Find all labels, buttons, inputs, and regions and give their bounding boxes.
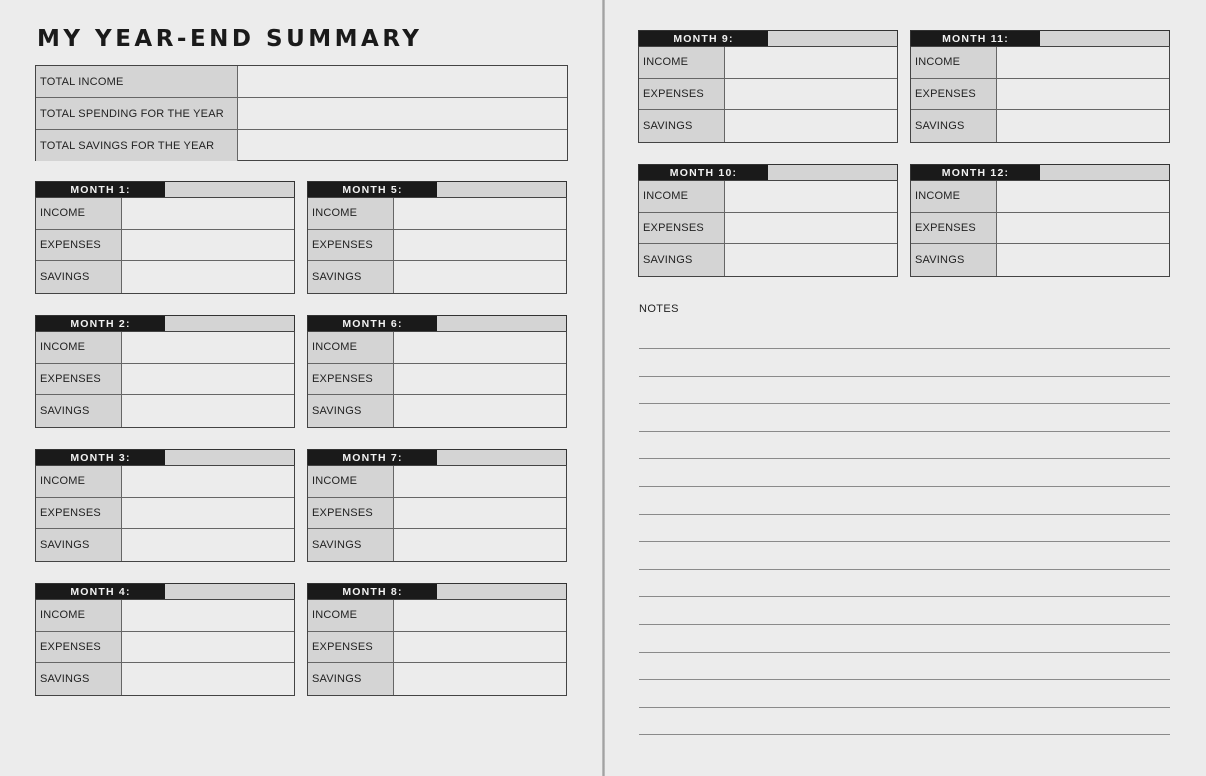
month-box-12 [910,164,1170,277]
month-row-label: SAVINGS [36,663,122,695]
totals-label: TOTAL SAVINGS FOR THE YEAR [36,130,238,161]
month-row [36,529,294,561]
month-row-field[interactable] [122,466,294,497]
month-header [638,164,898,180]
month-row-field[interactable] [394,198,566,229]
month-title: MONTH 7: [308,450,437,465]
month-row-field[interactable] [725,79,897,110]
month-row [308,529,566,561]
month-body [638,46,898,143]
month-title: MONTH 6: [308,316,437,331]
month-body [638,180,898,277]
month-row [308,198,566,230]
month-row [911,213,1169,245]
month-row-field[interactable] [122,529,294,561]
month-row-field[interactable] [394,230,566,261]
month-row-field[interactable] [122,395,294,427]
totals-label: TOTAL SPENDING FOR THE YEAR [36,98,238,129]
month-row [639,213,897,245]
total-savings-field[interactable] [238,130,567,161]
month-title: MONTH 8: [308,584,437,599]
notes-line[interactable] [639,596,1170,597]
month-header [638,30,898,46]
month-row-field[interactable] [725,47,897,78]
month-row [36,395,294,427]
month-row-field[interactable] [122,332,294,363]
month-row-label: EXPENSES [36,230,122,261]
month-row [911,79,1169,111]
notes-line[interactable] [639,679,1170,680]
month-row-label: INCOME [911,47,997,78]
month-row-label: EXPENSES [911,79,997,110]
month-row-field[interactable] [997,213,1169,244]
month-row [308,332,566,364]
month-name-field[interactable] [165,182,294,197]
month-box-4 [35,583,295,696]
month-box-6 [307,315,567,428]
month-row [308,600,566,632]
month-row-label: INCOME [308,198,394,229]
month-row [911,110,1169,142]
month-row-label: INCOME [308,332,394,363]
month-row [308,230,566,262]
month-row-label: SAVINGS [308,529,394,561]
month-title: MONTH 11: [911,31,1040,46]
month-row [911,181,1169,213]
month-row [308,364,566,396]
month-row-field[interactable] [394,663,566,695]
month-row-field[interactable] [997,181,1169,212]
month-box-11 [910,30,1170,143]
month-row [911,244,1169,276]
month-row-label: EXPENSES [36,498,122,529]
month-row-field[interactable] [122,663,294,695]
month-row [36,332,294,364]
month-row-field[interactable] [122,364,294,395]
month-box-2 [35,315,295,428]
month-title: MONTH 10: [639,165,768,180]
month-row [308,261,566,293]
month-box-5 [307,181,567,294]
month-row-label: EXPENSES [36,364,122,395]
month-row-field[interactable] [394,364,566,395]
month-name-field[interactable] [1040,165,1169,180]
month-box-8 [307,583,567,696]
month-row [308,632,566,664]
month-row [36,198,294,230]
month-body [910,180,1170,277]
month-body [910,46,1170,143]
totals-row-savings [36,130,567,161]
month-box-1 [35,181,295,294]
month-row-label: EXPENSES [639,213,725,244]
month-row-field[interactable] [997,110,1169,142]
totals-table [35,65,568,161]
month-row [308,663,566,695]
total-spending-field[interactable] [238,98,567,129]
month-row-field[interactable] [394,498,566,529]
month-row-label: EXPENSES [308,632,394,663]
month-row-field[interactable] [997,47,1169,78]
month-title: MONTH 2: [36,316,165,331]
month-box-9 [638,30,898,143]
month-row-label: SAVINGS [911,244,997,276]
month-row-field[interactable] [725,244,897,276]
month-row-label: EXPENSES [308,498,394,529]
notes-line[interactable] [639,431,1170,432]
month-name-field[interactable] [768,165,897,180]
month-row-label: INCOME [308,600,394,631]
month-row-field[interactable] [122,498,294,529]
notes-line[interactable] [639,707,1170,708]
month-row [36,663,294,695]
month-row-label: SAVINGS [308,395,394,427]
month-header [307,449,567,465]
month-name-field[interactable] [437,584,566,599]
totals-row-income [36,66,567,98]
month-box-7 [307,449,567,562]
month-name-field[interactable] [768,31,897,46]
month-row-field[interactable] [394,529,566,561]
month-header [35,315,295,331]
month-row-label: SAVINGS [308,663,394,695]
month-body [35,331,295,428]
month-box-10 [638,164,898,277]
month-row-field[interactable] [997,79,1169,110]
month-row-field[interactable] [394,261,566,293]
month-row [639,47,897,79]
month-title: MONTH 12: [911,165,1040,180]
month-row-label: SAVINGS [639,110,725,142]
month-row [639,181,897,213]
month-row [36,230,294,262]
notes-line[interactable] [639,458,1170,459]
totals-label: TOTAL INCOME [36,66,238,97]
month-body [35,197,295,294]
total-income-field[interactable] [238,66,567,97]
month-name-field[interactable] [1040,31,1169,46]
month-body [35,465,295,562]
month-row [36,632,294,664]
month-header [910,164,1170,180]
month-row-field[interactable] [394,466,566,497]
notes-line[interactable] [639,624,1170,625]
month-header [910,30,1170,46]
month-row [911,47,1169,79]
month-row [308,498,566,530]
month-row-field[interactable] [122,600,294,631]
month-row-label: SAVINGS [36,395,122,427]
month-row-field[interactable] [394,332,566,363]
month-row-field[interactable] [122,230,294,261]
month-title: MONTH 1: [36,182,165,197]
month-body [307,197,567,294]
month-row-label: SAVINGS [36,529,122,561]
notes-line[interactable] [639,376,1170,377]
month-row [36,600,294,632]
month-row-field[interactable] [725,213,897,244]
page-title: MY YEAR-END SUMMARY [37,26,423,52]
month-row-label: INCOME [36,600,122,631]
month-row-label: EXPENSES [639,79,725,110]
notes-line[interactable] [639,569,1170,570]
month-body [35,599,295,696]
month-row-label: INCOME [639,181,725,212]
notes-line[interactable] [639,734,1170,735]
month-row-label: SAVINGS [36,261,122,293]
month-row [36,364,294,396]
month-row-label: INCOME [911,181,997,212]
month-row-label: EXPENSES [911,213,997,244]
month-title: MONTH 4: [36,584,165,599]
month-row [36,498,294,530]
month-body [307,465,567,562]
month-row-label: INCOME [36,332,122,363]
month-row-field[interactable] [394,632,566,663]
page-spine [602,0,605,776]
month-box-3 [35,449,295,562]
month-row-field[interactable] [394,600,566,631]
month-header [35,449,295,465]
notes-line[interactable] [639,486,1170,487]
month-row-field[interactable] [122,198,294,229]
month-row-field[interactable] [122,632,294,663]
month-row [639,79,897,111]
totals-row-spending [36,98,567,130]
month-name-field[interactable] [437,316,566,331]
month-row-label: INCOME [36,466,122,497]
month-title: MONTH 3: [36,450,165,465]
month-row-label: EXPENSES [308,364,394,395]
month-row [639,244,897,276]
notes-line[interactable] [639,652,1170,653]
month-row-label: INCOME [639,47,725,78]
month-row-field[interactable] [122,261,294,293]
month-row-label: SAVINGS [639,244,725,276]
month-name-field[interactable] [165,316,294,331]
month-title: MONTH 5: [308,182,437,197]
notes-line[interactable] [639,403,1170,404]
month-body [307,599,567,696]
month-row-label: EXPENSES [308,230,394,261]
notes-line[interactable] [639,514,1170,515]
month-row-field[interactable] [394,395,566,427]
month-name-field[interactable] [165,584,294,599]
month-body [307,331,567,428]
month-row [308,395,566,427]
notes-label: NOTES [639,303,679,315]
month-header [35,583,295,599]
month-name-field[interactable] [437,450,566,465]
month-header [35,181,295,197]
month-header [307,315,567,331]
month-row-field[interactable] [725,181,897,212]
month-row [639,110,897,142]
month-row-label: SAVINGS [911,110,997,142]
month-row [308,466,566,498]
month-row-label: SAVINGS [308,261,394,293]
month-name-field[interactable] [165,450,294,465]
month-header [307,583,567,599]
month-title: MONTH 9: [639,31,768,46]
month-row [36,466,294,498]
month-row [36,261,294,293]
month-row-label: INCOME [308,466,394,497]
month-row-field[interactable] [725,110,897,142]
month-row-label: EXPENSES [36,632,122,663]
month-header [307,181,567,197]
notes-line[interactable] [639,541,1170,542]
month-name-field[interactable] [437,182,566,197]
month-row-label: INCOME [36,198,122,229]
month-row-field[interactable] [997,244,1169,276]
notes-line[interactable] [639,348,1170,349]
